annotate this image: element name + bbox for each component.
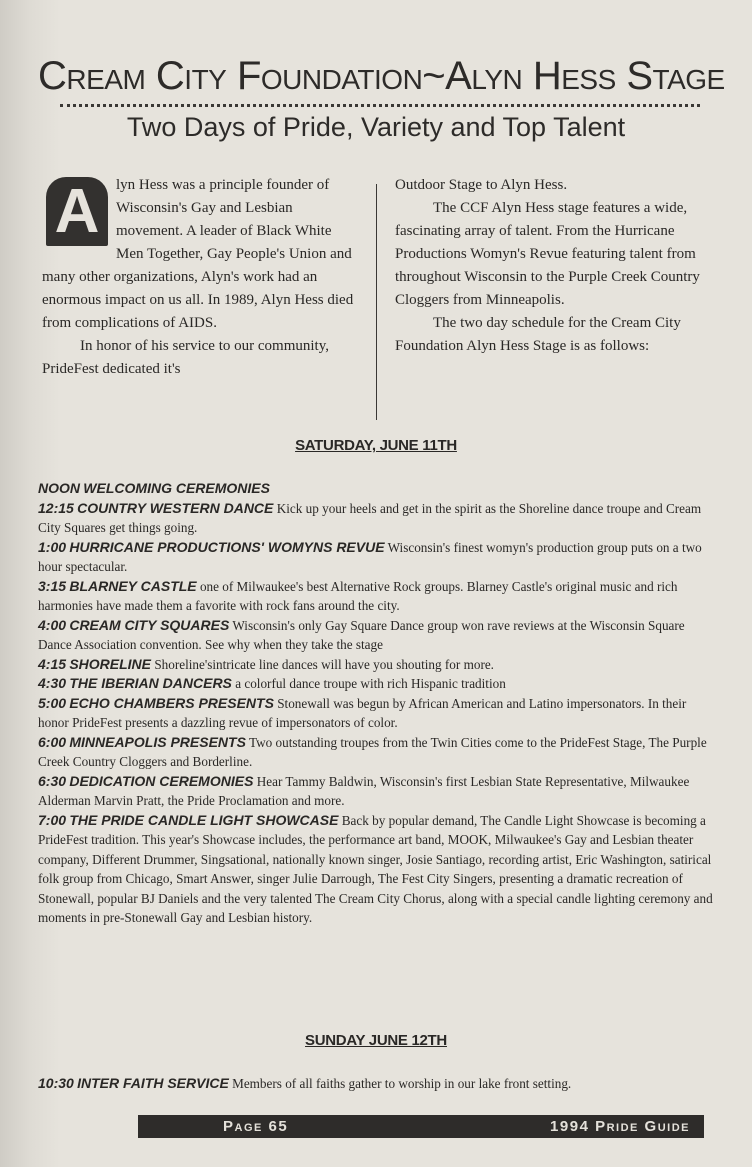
entry-act: WELCOMING CEREMONIES — [83, 480, 270, 496]
entry-act: SHORELINE — [69, 655, 152, 672]
entry-time: 6:30 — [38, 772, 67, 789]
entry-time: 4:00 — [38, 616, 67, 633]
entry-time: 3:15 — [38, 577, 67, 594]
entry-act: INTER FAITH SERVICE — [77, 1075, 229, 1091]
schedule-entry — [38, 479, 714, 499]
schedule-entry — [38, 694, 714, 733]
column-divider — [376, 184, 377, 420]
entry-description: Back by popular demand, The Candle Light Showcase is becoming a PrideFest tradition. This year's Showcase includes, the performance art band, MOOK, Milwaukee's Gay and Lesbian theater company, Different Drummer, Singsational, nationally known singer, Josie Santiago, recording artist, Eric Washington, satirical folk group from Chicago, Smart Answer, singer Julie Darrough, The Fest City Singers, presenting a dramatic recreation of Stonewall, popular BJ Daniels and the very talented The Cream City Chorus, along with a special candle lighting ceremony and moments in pre-Stonewall Gay and Lesbian history. — [38, 812, 713, 925]
entry-time: 7:00 — [38, 811, 67, 828]
schedule-entry — [38, 616, 714, 655]
intro-right-column — [395, 174, 708, 358]
entry-act: DEDICATION CEREMONIES — [69, 772, 254, 789]
schedule-entry — [38, 655, 714, 675]
entry-act: BLARNEY CASTLE — [69, 577, 197, 594]
entry-description: a colorful dance troupe with rich Hispanic tradition — [235, 676, 506, 691]
page-subtitle: Two Days of Pride, Variety and Top Talent — [126, 112, 626, 142]
entry-time: 10:30 — [38, 1075, 74, 1091]
page-number: Page 65 — [223, 1118, 289, 1135]
sunday-heading: SUNDAY JUNE 12TH — [305, 1032, 447, 1049]
entry-description: Hear Tammy Baldwin, Wisconsin's first Lesbian State Representative, Milwaukee Alderman Marvin Pratt, the Pride Proclamation and more. — [38, 773, 690, 808]
entry-description: Kick up your heels and get in the spirit as the Shoreline dance troupe and Cream City Squares get things going. — [38, 500, 702, 535]
entry-time: 1:00 — [38, 538, 67, 555]
entry-description: one of Milwaukee's best Alternative Rock groups. Blarney Castle's original music and rich harmonies have made them a favorite with rock fans around the city. — [38, 578, 678, 613]
schedule-entry — [38, 733, 714, 772]
schedule-entry — [38, 538, 714, 577]
entry-time: 12:15 — [38, 499, 74, 516]
schedule-entry — [38, 499, 714, 538]
sunday-schedule — [38, 1074, 714, 1094]
entry-act: CREAM CITY SQUARES — [69, 616, 230, 633]
schedule-entry — [38, 772, 714, 811]
intro-left-column — [42, 174, 354, 381]
schedule-entry — [38, 811, 714, 928]
schedule-entry — [38, 577, 714, 616]
intro-paragraph-4: The CCF Alyn Hess stage features a wide, fascinating array of talent. From the Hurricane Productions Womyn's Revue featuring talent from throughout Wisconsin to the Purple Creek Country Cloggers from Minneapolis. — [395, 200, 700, 308]
intro-section — [42, 174, 708, 420]
entry-description: Wisconsin's only Gay Square Dance group won rave reviews at the Wisconsin Square Dance Association convention. See why when they take the stage — [38, 617, 685, 652]
entry-time: 4:30 — [38, 675, 67, 691]
entry-time: 5:00 — [38, 694, 67, 711]
schedule-entry — [38, 674, 714, 694]
title-dotted-rule — [60, 104, 700, 107]
entry-act: ECHO CHAMBERS PRESENTS — [69, 694, 274, 711]
entry-time: NOON — [38, 480, 80, 496]
entry-act: THE PRIDE CANDLE LIGHT SHOWCASE — [69, 811, 339, 828]
schedule-entry — [38, 1074, 714, 1094]
drop-cap: A — [46, 177, 108, 246]
page-title: Cream City Foundation~Alyn Hess Stage — [38, 54, 725, 98]
entry-act: THE IBERIAN DANCERS — [69, 675, 232, 691]
entry-description: Stonewall was begun by African American and Latino impersonators. In their honor PrideFest presents a dazzling revue of impersonators of color. — [38, 695, 687, 730]
entry-description: Shoreline'sintricate line dances will have you shouting for more. — [154, 656, 494, 672]
intro-paragraph-5: The two day schedule for the Cream City Foundation Alyn Hess Stage is as follows: — [395, 315, 681, 354]
entry-description: Members of all faiths gather to worship in our lake front setting. — [232, 1076, 572, 1091]
entry-act: MINNEAPOLIS PRESENTS — [69, 733, 246, 750]
intro-paragraph-1: lyn Hess was a principle founder of Wisconsin's Gay and Lesbian movement. A leader of Black White Men Together, Gay People's Union and many other organizations, Alyn's work had an enormous impact on us all. In 1989, Alyn Hess died from complications of AIDS. — [42, 177, 354, 331]
entry-act: COUNTRY WESTERN DANCE — [77, 499, 274, 516]
entry-act: HURRICANE PRODUCTIONS' WOMYNS REVUE — [69, 538, 385, 555]
page-footer — [138, 1115, 704, 1138]
entry-description: Wisconsin's finest womyn's production group puts on a two hour spectacular. — [38, 539, 702, 574]
saturday-heading: SATURDAY, JUNE 11TH — [295, 437, 457, 454]
entry-time: 4:15 — [38, 655, 67, 672]
saturday-schedule — [38, 479, 714, 928]
entry-time: 6:00 — [38, 733, 67, 750]
guide-name: 1994 Pride Guide — [550, 1118, 690, 1135]
intro-paragraph-3: Outdoor Stage to Alyn Hess. — [395, 177, 568, 193]
intro-paragraph-2: In honor of his service to our community, PrideFest dedicated it's — [42, 338, 329, 377]
entry-description: Two outstanding troupes from the Twin Cities come to the PrideFest Stage, The Purple Creek Country Cloggers and Borderline. — [38, 734, 707, 769]
